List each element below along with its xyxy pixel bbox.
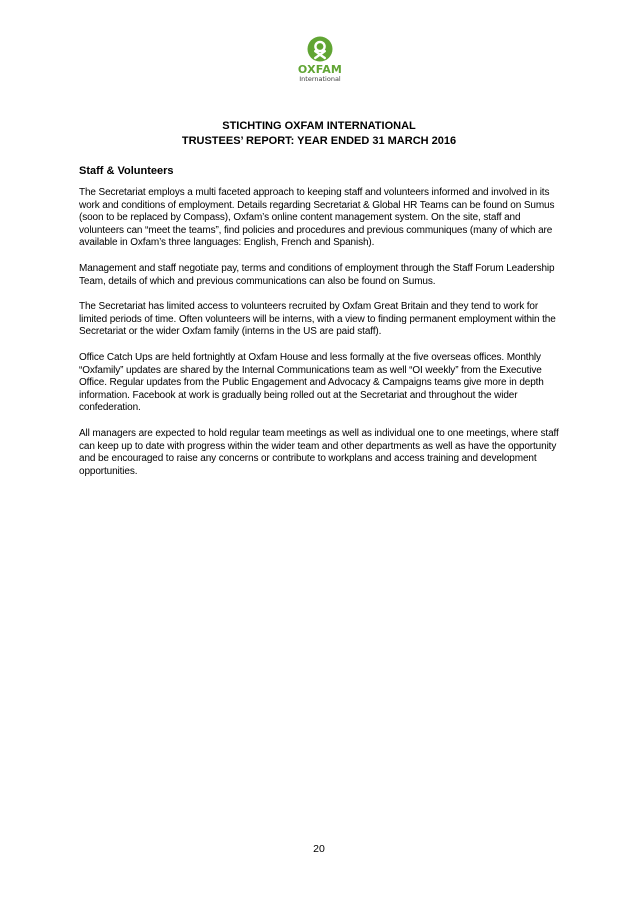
oxfam-logo-icon [307,36,333,62]
paragraph: The Secretariat has limited access to volunteers recruited by Oxfam Great Britain and they tend to work for limited periods of time. Often volunteers will be interns, with a view to finding permanent employment within the Secretariat or the wider Oxfam family (interns in the US are paid staff). [79,301,556,338]
logo-sub-text: International [299,75,341,83]
report-org-title: STICHTING OXFAM INTERNATIONAL [222,120,416,132]
page-number: 20 [313,843,325,855]
paragraph: The Secretariat employs a multi faceted approach to keeping staff and volunteers informed and involved in its work and conditions of employment. Details regarding Secretariat & Global HR Teams can be found on Sumus (soon to be replaced by Compass), Oxfam’s online content management system. On the site, staff and volunteers can “meet the teams”, find policies and procedures and previous communiques (many of which are available in Oxfam’s three languages: English, French and Spanish). [79,187,555,249]
section-body [79,187,561,491]
paragraph: All managers are expected to hold regular team meetings as well as individual one to one meetings, where staff can keep up to date with progress within the wider team and other departments as well as have the opportunity and be encouraged to raise any concerns or contribute to workplans and access training and development opportunities. [79,427,559,477]
paragraph: Management and staff negotiate pay, terms and conditions of employment through the Staff Forum Leadership Team, details of which and previous communications can also be found on Sumus. [79,262,555,287]
logo-brand-text: OXFAM [297,63,343,76]
report-subtitle: TRUSTEES’ REPORT: YEAR ENDED 31 MARCH 2016 [181,135,457,147]
section-title: Staff & Volunteers [79,165,174,177]
oxfam-logo [290,36,350,83]
paragraph: Office Catch Ups are held fortnightly at Oxfam House and less formally at the five overseas offices. Monthly “Oxfamily” updates are shared by the Internal Communications team as well “OI weekly” from the Executive Office. Regular updates from the Public Engagement and Advocacy & Campaigns teams give more in depth information. Facebook at work is gradually being rolled out at the Secretariat and throughout the wider confederation. [79,351,544,414]
